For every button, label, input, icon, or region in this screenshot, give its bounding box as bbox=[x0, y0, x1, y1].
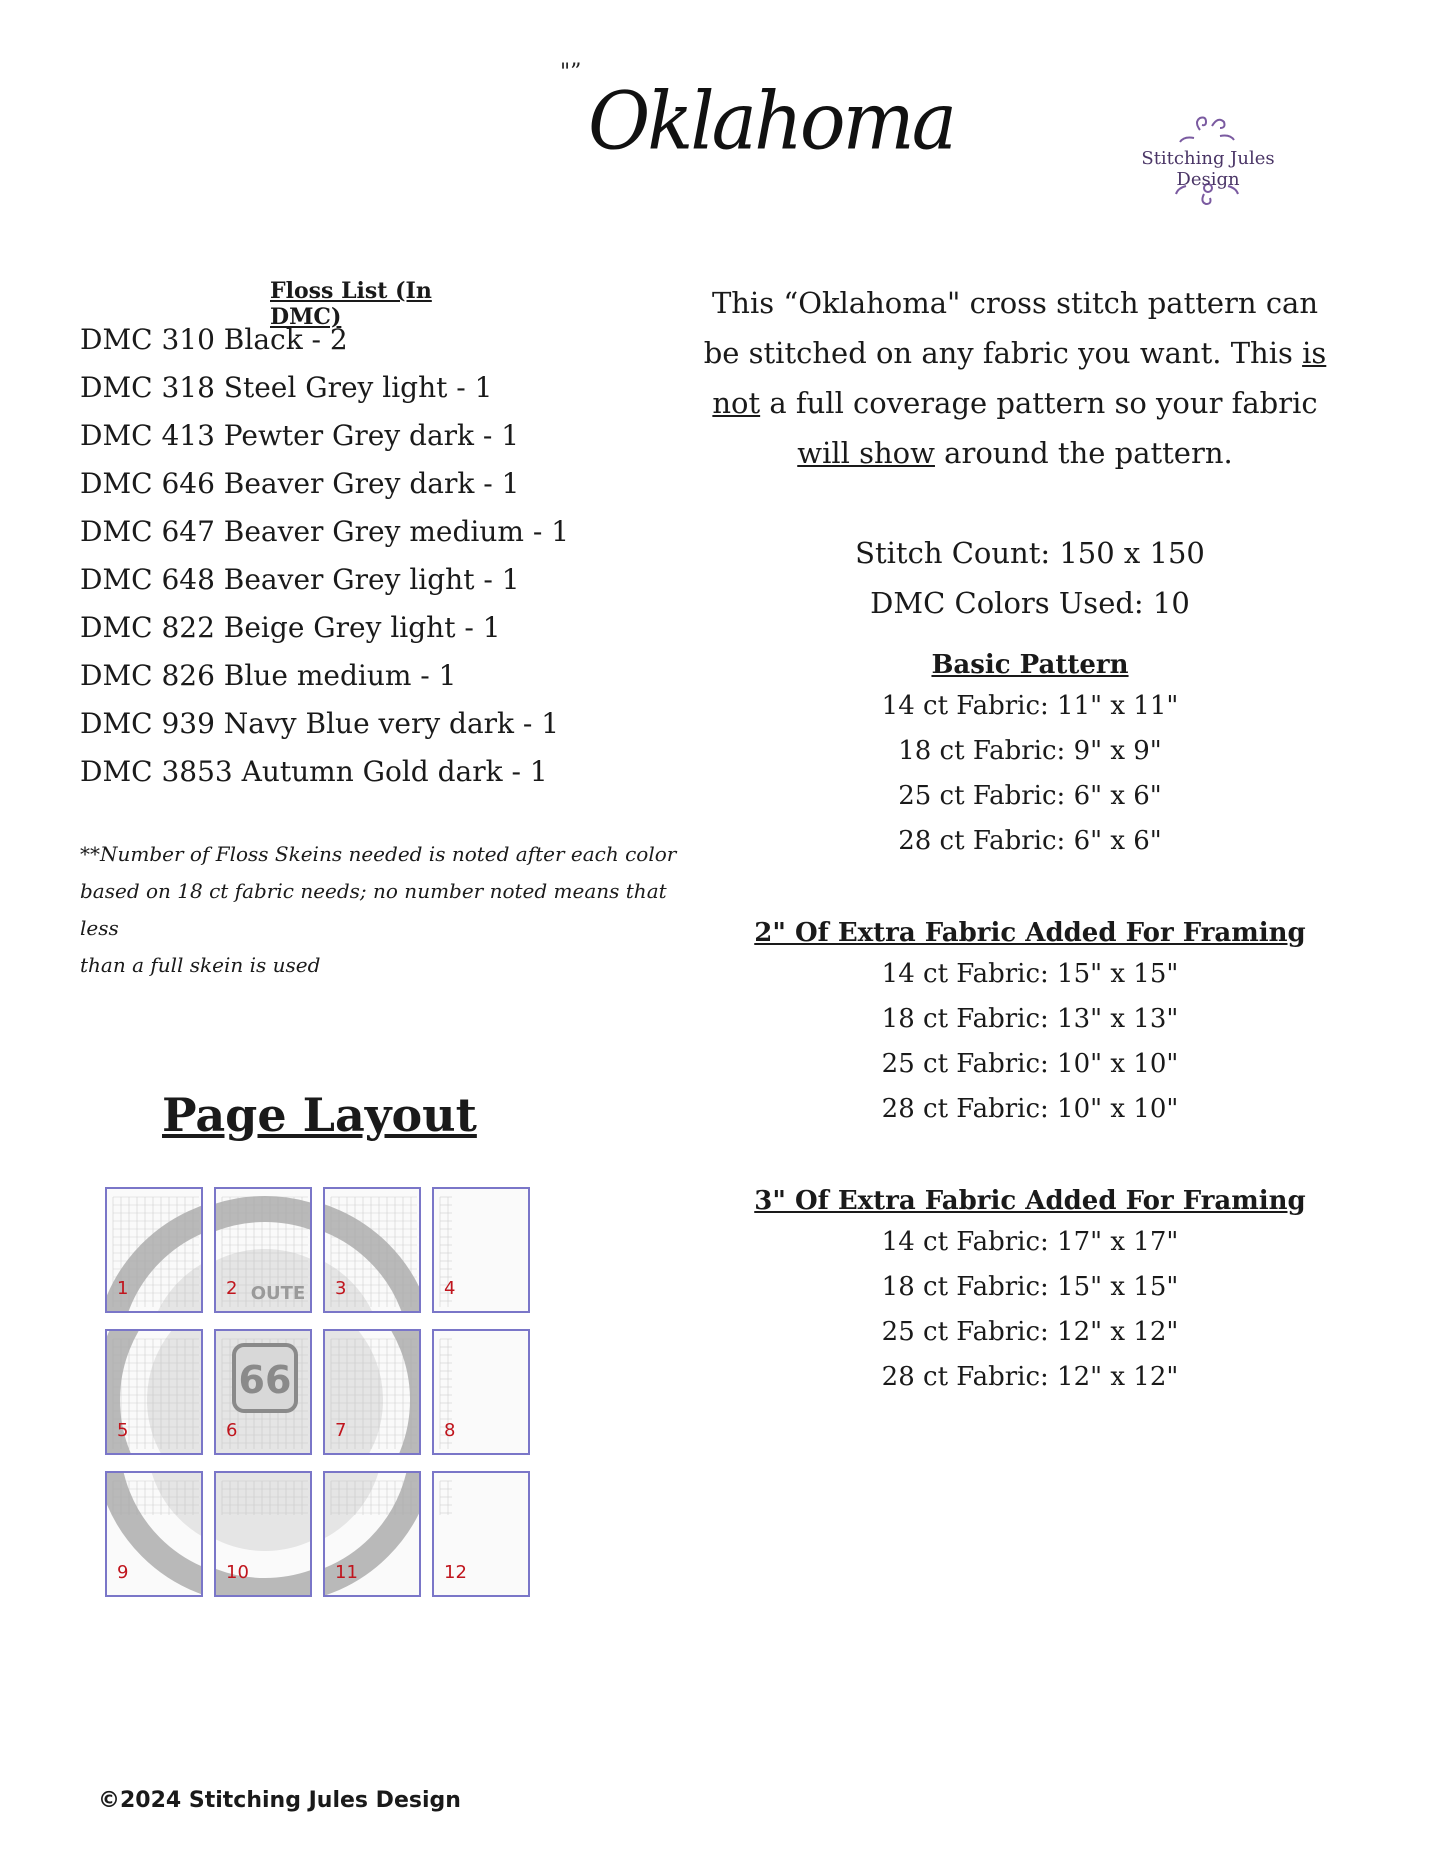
title-quote-marks: "” bbox=[560, 60, 582, 85]
floss-list-heading: Floss List (In DMC) bbox=[270, 278, 432, 330]
page-number: 12 bbox=[444, 1562, 467, 1583]
route-sign-text: OUTE bbox=[250, 1283, 306, 1304]
extra-2-inch-section bbox=[700, 918, 1360, 1132]
page-thumbnail bbox=[323, 1187, 421, 1313]
section-heading: 2" Of Extra Fabric Added For Framing bbox=[754, 918, 1306, 948]
intro-paragraph bbox=[690, 278, 1340, 478]
floss-item: DMC 413 Pewter Grey dark - 1 bbox=[80, 419, 520, 452]
page-thumbnail bbox=[323, 1329, 421, 1455]
fabric-size-line: 18 ct Fabric: 9" x 9" bbox=[898, 736, 1162, 766]
floss-note-line: than a full skein is used bbox=[80, 953, 321, 977]
floss-item: DMC 822 Beige Grey light - 1 bbox=[80, 611, 501, 644]
logo-text: Stitching Jules Design bbox=[1141, 148, 1275, 190]
page-number: 9 bbox=[117, 1562, 129, 1583]
intro-emphasis: is not bbox=[712, 336, 1327, 420]
copyright: ©2024 Stitching Jules Design bbox=[98, 1788, 461, 1813]
page-thumbnail bbox=[323, 1471, 421, 1597]
floss-item: DMC 646 Beaver Grey dark - 1 bbox=[80, 467, 520, 500]
fabric-size-line: 18 ct Fabric: 15" x 15" bbox=[881, 1272, 1179, 1302]
floss-item: DMC 648 Beaver Grey light - 1 bbox=[80, 563, 520, 596]
fabric-size-line: 18 ct Fabric: 13" x 13" bbox=[881, 1004, 1179, 1034]
floss-item: DMC 310 Black - 2 bbox=[80, 323, 348, 356]
page-number: 2 bbox=[226, 1278, 238, 1299]
page-thumbnail bbox=[105, 1187, 203, 1313]
fabric-size-line: 14 ct Fabric: 17" x 17" bbox=[881, 1227, 1179, 1257]
page-thumbnail bbox=[105, 1471, 203, 1597]
page-number: 1 bbox=[117, 1278, 129, 1299]
fabric-size-line: 14 ct Fabric: 15" x 15" bbox=[881, 959, 1179, 989]
section-heading: Basic Pattern bbox=[931, 650, 1129, 680]
basic-pattern-section bbox=[700, 650, 1360, 864]
page-thumbnail bbox=[214, 1329, 312, 1455]
page-layout-heading: Page Layout bbox=[162, 1088, 477, 1142]
floss-item: DMC 318 Steel Grey light - 1 bbox=[80, 371, 493, 404]
floss-item: DMC 3853 Autumn Gold dark - 1 bbox=[80, 755, 548, 788]
floss-item: DMC 647 Beaver Grey medium - 1 bbox=[80, 515, 570, 548]
page-thumbnail bbox=[432, 1471, 530, 1597]
floss-item: DMC 826 Blue medium - 1 bbox=[80, 659, 457, 692]
page-thumbnail bbox=[214, 1187, 312, 1313]
page-number: 6 bbox=[226, 1420, 238, 1441]
floss-list bbox=[80, 316, 680, 796]
brand-logo bbox=[1108, 108, 1308, 218]
colors-used: DMC Colors Used: 10 bbox=[870, 586, 1190, 620]
page-number: 4 bbox=[444, 1278, 456, 1299]
extra-3-inch-section bbox=[700, 1186, 1360, 1400]
fabric-size-line: 28 ct Fabric: 6" x 6" bbox=[898, 826, 1162, 856]
page-number: 11 bbox=[335, 1562, 358, 1583]
page-thumbnail bbox=[105, 1329, 203, 1455]
page-number: 10 bbox=[226, 1562, 249, 1583]
page-thumbnail bbox=[432, 1329, 530, 1455]
route-number-text: 66 bbox=[238, 1358, 292, 1402]
fabric-size-line: 25 ct Fabric: 10" x 10" bbox=[881, 1049, 1179, 1079]
page-layout-grid bbox=[105, 1187, 545, 1607]
floss-note bbox=[80, 836, 680, 984]
floss-item: DMC 939 Navy Blue very dark - 1 bbox=[80, 707, 560, 740]
section-heading: 3" Of Extra Fabric Added For Framing bbox=[754, 1186, 1306, 1216]
floss-note-line: **Number of Floss Skeins needed is noted after each color bbox=[80, 842, 677, 866]
stitch-count: Stitch Count: 150 x 150 bbox=[855, 536, 1205, 570]
title-text: Oklahoma bbox=[588, 73, 955, 168]
floss-note-line: based on 18 ct fabric needs; no number noted means that less bbox=[80, 879, 667, 940]
fabric-size-line: 14 ct Fabric: 11" x 11" bbox=[881, 691, 1179, 721]
intro-emphasis: will show bbox=[797, 436, 935, 470]
fabric-size-line: 25 ct Fabric: 6" x 6" bbox=[898, 781, 1162, 811]
intro-text: a full coverage pattern so your fabric bbox=[760, 386, 1318, 420]
fabric-size-line: 25 ct Fabric: 12" x 12" bbox=[881, 1317, 1179, 1347]
intro-text: around the pattern. bbox=[934, 436, 1233, 470]
page-number: 3 bbox=[335, 1278, 347, 1299]
intro-text: This “Oklahoma" cross stitch pattern can be stitched on any fabric you want. This bbox=[703, 286, 1319, 370]
page-number: 7 bbox=[335, 1420, 347, 1441]
pattern-stats bbox=[700, 528, 1360, 628]
page-thumbnail bbox=[432, 1187, 530, 1313]
page-number: 5 bbox=[117, 1420, 129, 1441]
fabric-size-line: 28 ct Fabric: 10" x 10" bbox=[881, 1094, 1179, 1124]
page-number: 8 bbox=[444, 1420, 456, 1441]
page-thumbnail bbox=[214, 1471, 312, 1597]
fabric-size-line: 28 ct Fabric: 12" x 12" bbox=[881, 1362, 1179, 1392]
page-title bbox=[560, 40, 955, 168]
